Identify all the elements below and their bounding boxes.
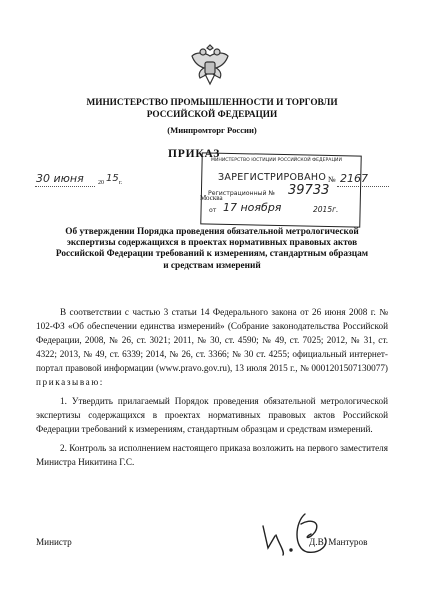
stamp-reg-date: 17 ноября	[223, 201, 282, 214]
stamp-ministry: МИНИСТЕРСТВО ЮСТИЦИИ РОССИЙСКОЙ ФЕДЕРАЦИИ	[211, 158, 342, 163]
stamp-reg-year: 2015г.	[313, 205, 339, 214]
stamp-status: ЗАРЕГИСТРИРОВАНО	[218, 172, 327, 183]
order-number-handwritten: 2167	[340, 172, 368, 185]
signatory-name: Д.В. Мантуров	[309, 537, 368, 547]
order-year-handwritten: 15	[106, 173, 119, 184]
title-line-2: экспертизы содержащихся в проектах нормативных правовых актов	[66, 238, 358, 249]
order-title	[40, 227, 384, 272]
order-number-mark: №	[328, 175, 336, 184]
clause-1: 1. Утвердить прилагаемый Порядок проведения обязательной метрологической экспертизы содержащихся в проектах нормативных правовых актов Российской Федерации требований к измерениям, стандартным образцам и средствам измерений.	[36, 396, 388, 434]
document-type: ПРИКАЗ	[168, 148, 221, 160]
order-body	[36, 305, 388, 469]
order-year-mark: г.	[119, 180, 123, 186]
ministry-abbreviation: (Минпромторг России)	[167, 125, 257, 135]
ministry-name-line2: РОССИЙСКОЙ ФЕДЕРАЦИИ	[146, 110, 278, 120]
clause-2: 2. Контроль за исполнением настоящего приказа возложить на первого заместителя Министра Никитина Г.С.	[36, 443, 388, 467]
stamp-reg-label: Регистрационный №	[208, 190, 275, 197]
stamp-reg-number: 39733	[288, 183, 330, 198]
title-line-1: Об утверждении Порядка проведения обязательной метрологической	[65, 227, 359, 237]
title-line-4: и средствам измерений	[163, 260, 261, 271]
preamble-command: приказываю:	[36, 377, 104, 387]
preamble-paragraph	[36, 305, 388, 389]
preamble-text: В соответствии с частью 3 статьи 14 Федерального закона от 26 июня 2008 г. № 102-ФЗ «Об обеспечении единства измерений» (Собрание законодательства Российской Федерации, 2008, № 26, ст. 3021; 2011, № 30, ст. 4590; № 49, ст. 7025; 2012, № 31, ст. 4322; 2013, № 49, ст. 6339; 2014, № 26, ст. 3366; № 30 ст. 4255; официальный интернет-портал правовой информации (www.pravo.gov.ru), 13 июля 2015 г., № 0001201507130077)	[36, 307, 388, 373]
date-underline	[35, 186, 95, 187]
handwritten-signature	[255, 508, 340, 558]
order-city: Москва	[200, 194, 223, 202]
russian-coat-of-arms-icon	[188, 44, 232, 92]
stamp-from-label: от	[209, 207, 217, 214]
order-year-prefix: 20	[98, 180, 104, 186]
registration-stamp	[201, 154, 363, 226]
title-line-3: Российской Федерации требований к измерениям, стандартным образцам	[55, 249, 369, 260]
signatory-position: Министр	[36, 537, 72, 547]
ministry-name-line1: МИНИСТЕРСТВО ПРОМЫШЛЕННОСТИ И ТОРГОВЛИ	[86, 98, 338, 108]
order-date-handwritten: 30 июня	[36, 172, 84, 185]
